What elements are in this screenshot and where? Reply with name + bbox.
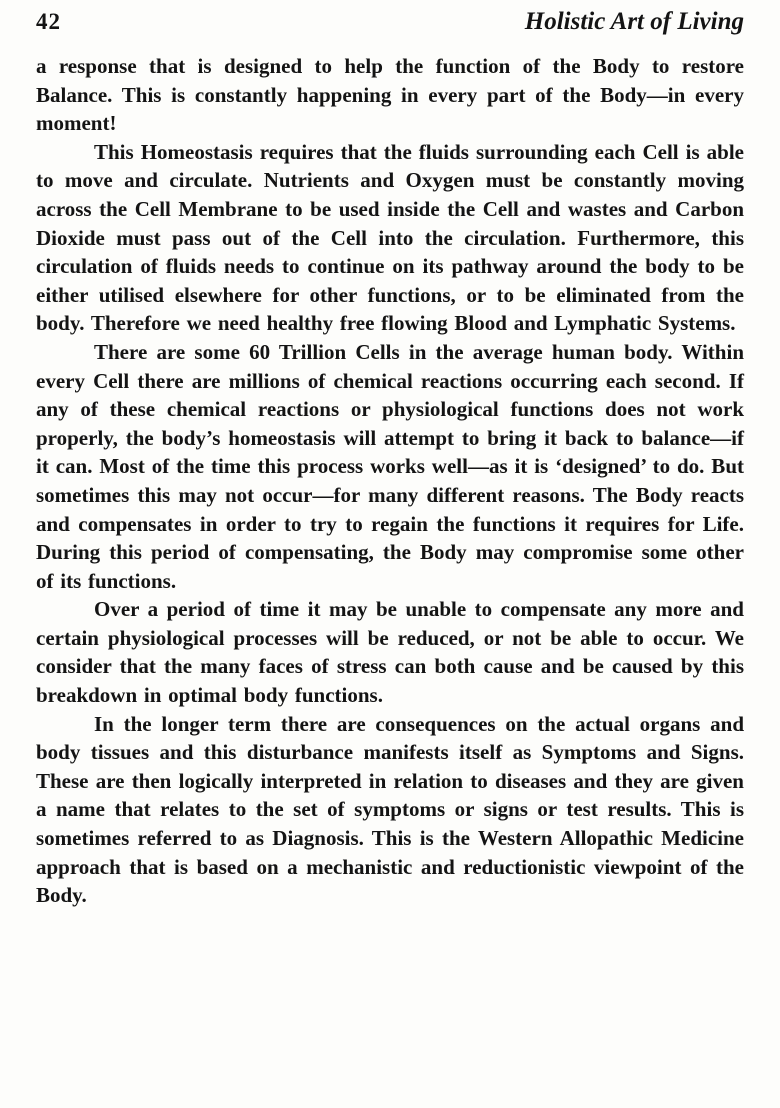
- paragraph: a response that is designed to help the function of the Body to restore Balance. This is constantly happening in every part of the Body—in every moment!: [36, 54, 744, 136]
- paragraph: There are some 60 Trillion Cells in the average human body. Within every Cell there are millions of chemical reactions occurring each second. If any of these chemical reactions or physiological functions does not work properly, the body’s homeostasis will attempt to bring it back to balance—if it can. Most of the time this process works well—as it is ‘designed’ to do. But sometimes this may not occur—for many different reasons. The Body reacts and compensates in order to try to regain the functions it requires for Life. During this period of compensating, the Body may compromise some other of its functions.: [36, 339, 744, 593]
- paragraph: This Homeostasis requires that the fluids surrounding each Cell is able to move and circulate. Nutrients and Oxygen must be constantly moving across the Cell Membrane to be used inside the Cell and wastes and Carbon Dioxide must pass out of the Cell into the circulation. Furthermore, this circulation of fluids needs to continue on its pathway around the body to be either utilised elsewhere for other functions, or to be eliminated from the body. Therefore we need healthy free flowing Blood and Lymphatic Systems.: [36, 139, 744, 336]
- running-title: Holistic Art of Living: [524, 8, 744, 35]
- page-header: [36, 8, 744, 36]
- paragraph: Over a period of time it may be unable to compensate any more and certain physiological processes will be reduced, or not be able to occur. We consider that the many faces of stress can both cause and be caused by this breakdown in optimal body functions.: [36, 597, 744, 708]
- paragraph: In the longer term there are consequences on the actual organs and body tissues and this disturbance manifests itself as Symptoms and Signs. These are then logically interpreted in relation to diseases and they are given a name that relates to the set of symptoms or signs or test results. This is sometimes referred to as Diagnosis. This is the Western Allopathic Medicine approach that is based on a mechanistic and reductionistic viewpoint of the Body.: [36, 711, 744, 908]
- page-number: 42: [36, 9, 61, 34]
- page-body: [36, 52, 744, 910]
